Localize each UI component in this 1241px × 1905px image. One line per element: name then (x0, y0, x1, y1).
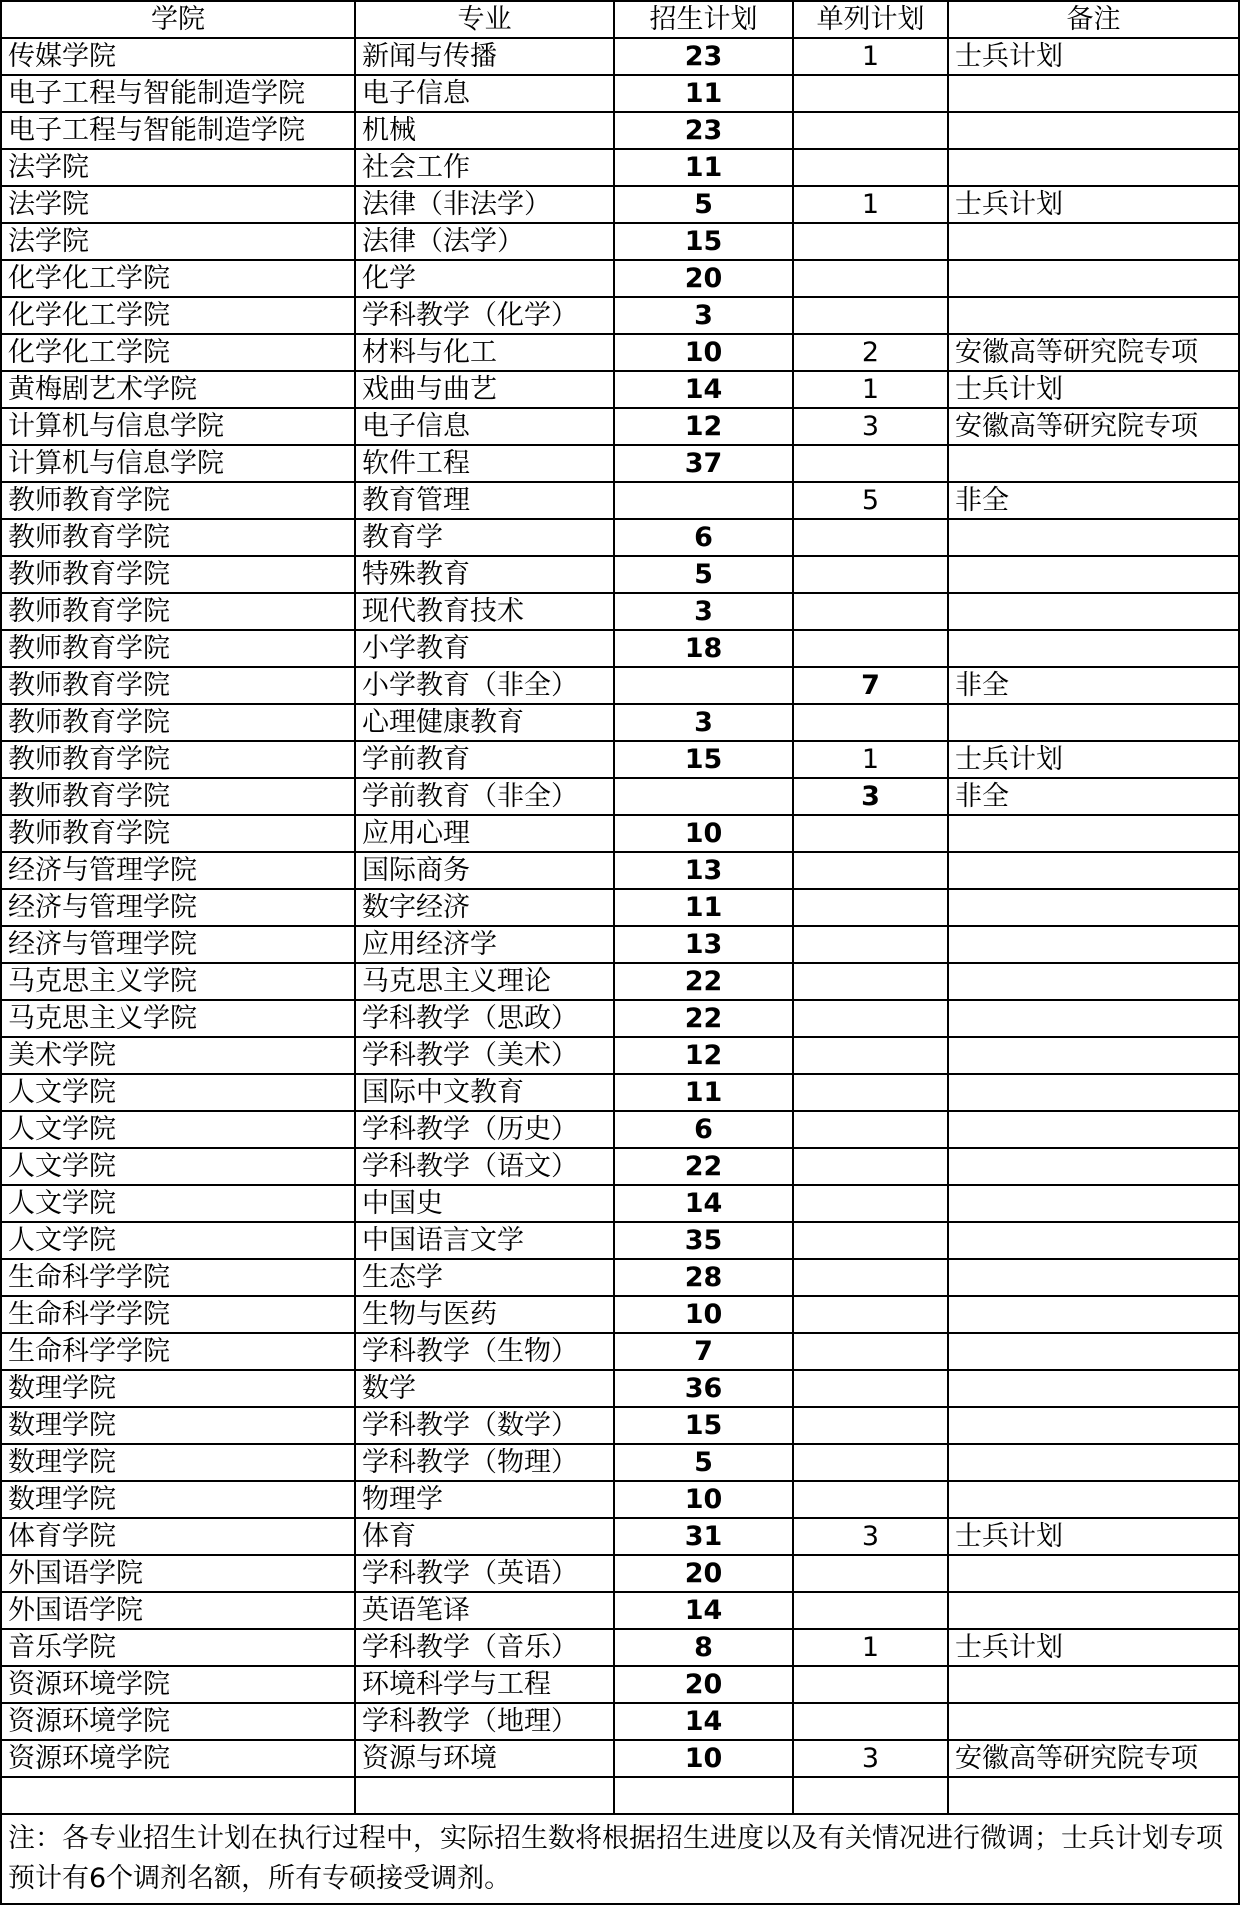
cell-single (793, 297, 948, 334)
footnote-row (1, 1814, 1239, 1904)
cell-major: 材料与化工 (355, 334, 614, 371)
cell-single (793, 260, 948, 297)
table-row (1, 334, 1239, 371)
cell-single (793, 75, 948, 112)
cell-college: 经济与管理学院 (1, 926, 355, 963)
cell-major: 中国史 (355, 1185, 614, 1222)
cell-single: 1 (793, 371, 948, 408)
cell-plan: 11 (614, 149, 793, 186)
cell-plan: 37 (614, 445, 793, 482)
cell-single (793, 889, 948, 926)
cell-single (793, 852, 948, 889)
cell-college: 化学化工学院 (1, 297, 355, 334)
cell-plan: 5 (614, 1444, 793, 1481)
cell-note: 士兵计划 (948, 1518, 1239, 1555)
cell-plan (614, 667, 793, 704)
table-row (1, 1740, 1239, 1777)
cell-single (793, 1148, 948, 1185)
cell-major: 学科教学（历史） (355, 1111, 614, 1148)
cell-plan (614, 778, 793, 815)
cell-college: 教师教育学院 (1, 815, 355, 852)
cell-plan: 6 (614, 519, 793, 556)
cell-college: 生命科学学院 (1, 1333, 355, 1370)
cell-college: 体育学院 (1, 1518, 355, 1555)
cell-plan: 23 (614, 112, 793, 149)
table-row (1, 371, 1239, 408)
cell-plan: 15 (614, 741, 793, 778)
cell-note (948, 889, 1239, 926)
cell-single (793, 593, 948, 630)
empty-cell (355, 1777, 614, 1814)
cell-plan: 20 (614, 1666, 793, 1703)
cell-note (948, 1185, 1239, 1222)
header-row (1, 1, 1239, 38)
cell-note (948, 223, 1239, 260)
table-row (1, 593, 1239, 630)
cell-college: 教师教育学院 (1, 482, 355, 519)
cell-major: 社会工作 (355, 149, 614, 186)
table-row (1, 38, 1239, 75)
cell-single (793, 1296, 948, 1333)
cell-note (948, 963, 1239, 1000)
cell-plan: 10 (614, 1296, 793, 1333)
cell-single (793, 1037, 948, 1074)
cell-note (948, 1148, 1239, 1185)
cell-college: 教师教育学院 (1, 556, 355, 593)
header-major: 专业 (355, 1, 614, 38)
cell-single (793, 704, 948, 741)
cell-plan: 3 (614, 297, 793, 334)
cell-major: 软件工程 (355, 445, 614, 482)
cell-college: 化学化工学院 (1, 260, 355, 297)
cell-plan: 14 (614, 1592, 793, 1629)
cell-note: 安徽高等研究院专项 (948, 1740, 1239, 1777)
footnote: 注：各专业招生计划在执行过程中，实际招生数将根据招生进度以及有关情况进行微调；士兵计划专项预计有6个调剂名额，所有专硕接受调剂。 (1, 1814, 1239, 1904)
cell-plan: 6 (614, 1111, 793, 1148)
cell-note (948, 1444, 1239, 1481)
header-plan: 招生计划 (614, 1, 793, 38)
table-row (1, 556, 1239, 593)
cell-single (793, 1444, 948, 1481)
cell-single: 1 (793, 1629, 948, 1666)
empty-cell (614, 1777, 793, 1814)
cell-plan: 15 (614, 1407, 793, 1444)
cell-plan: 5 (614, 186, 793, 223)
cell-note (948, 1111, 1239, 1148)
cell-college: 外国语学院 (1, 1555, 355, 1592)
cell-college: 法学院 (1, 223, 355, 260)
cell-single (793, 445, 948, 482)
header-note: 备注 (948, 1, 1239, 38)
cell-note (948, 926, 1239, 963)
empty-cell (948, 1777, 1239, 1814)
cell-single (793, 1333, 948, 1370)
cell-note (948, 1000, 1239, 1037)
cell-major: 学科教学（语文） (355, 1148, 614, 1185)
cell-note (948, 1296, 1239, 1333)
cell-single (793, 1000, 948, 1037)
cell-note (948, 852, 1239, 889)
cell-plan: 13 (614, 926, 793, 963)
table-row (1, 1555, 1239, 1592)
cell-major: 化学 (355, 260, 614, 297)
header-single: 单列计划 (793, 1, 948, 38)
cell-single (793, 926, 948, 963)
table-row (1, 260, 1239, 297)
cell-college: 教师教育学院 (1, 704, 355, 741)
table-row (1, 741, 1239, 778)
cell-note (948, 1407, 1239, 1444)
cell-college: 法学院 (1, 149, 355, 186)
cell-major: 国际中文教育 (355, 1074, 614, 1111)
cell-plan: 28 (614, 1259, 793, 1296)
cell-single: 1 (793, 38, 948, 75)
cell-major: 应用心理 (355, 815, 614, 852)
cell-note: 士兵计划 (948, 38, 1239, 75)
cell-college: 教师教育学院 (1, 778, 355, 815)
cell-major: 数学 (355, 1370, 614, 1407)
cell-major: 学科教学（音乐） (355, 1629, 614, 1666)
cell-note (948, 593, 1239, 630)
cell-college: 人文学院 (1, 1222, 355, 1259)
cell-major: 数字经济 (355, 889, 614, 926)
cell-single: 3 (793, 408, 948, 445)
table-row (1, 519, 1239, 556)
table-row (1, 1407, 1239, 1444)
table-row (1, 963, 1239, 1000)
cell-plan: 22 (614, 1148, 793, 1185)
table-row (1, 889, 1239, 926)
cell-major: 学科教学（物理） (355, 1444, 614, 1481)
cell-college: 人文学院 (1, 1185, 355, 1222)
cell-single (793, 1370, 948, 1407)
table-row (1, 1037, 1239, 1074)
table-row (1, 1000, 1239, 1037)
table-row (1, 778, 1239, 815)
cell-college: 教师教育学院 (1, 519, 355, 556)
cell-plan: 22 (614, 963, 793, 1000)
cell-note (948, 1074, 1239, 1111)
cell-major: 心理健康教育 (355, 704, 614, 741)
cell-single (793, 112, 948, 149)
cell-major: 英语笔译 (355, 1592, 614, 1629)
cell-plan: 22 (614, 1000, 793, 1037)
table-row (1, 75, 1239, 112)
cell-major: 现代教育技术 (355, 593, 614, 630)
table-row (1, 1222, 1239, 1259)
cell-plan: 14 (614, 1703, 793, 1740)
table-row (1, 1481, 1239, 1518)
cell-major: 学科教学（美术） (355, 1037, 614, 1074)
cell-single (793, 556, 948, 593)
cell-plan: 10 (614, 1481, 793, 1518)
cell-college: 人文学院 (1, 1111, 355, 1148)
table-row (1, 1370, 1239, 1407)
cell-note (948, 445, 1239, 482)
cell-single (793, 519, 948, 556)
table-row (1, 223, 1239, 260)
cell-major: 应用经济学 (355, 926, 614, 963)
cell-note (948, 1666, 1239, 1703)
cell-note (948, 149, 1239, 186)
cell-major: 特殊教育 (355, 556, 614, 593)
cell-note: 士兵计划 (948, 186, 1239, 223)
cell-plan (614, 482, 793, 519)
cell-single: 2 (793, 334, 948, 371)
cell-plan: 35 (614, 1222, 793, 1259)
cell-major: 学科教学（英语） (355, 1555, 614, 1592)
cell-note: 安徽高等研究院专项 (948, 408, 1239, 445)
cell-plan: 13 (614, 852, 793, 889)
cell-college: 马克思主义学院 (1, 963, 355, 1000)
cell-plan: 20 (614, 1555, 793, 1592)
cell-note (948, 112, 1239, 149)
cell-college: 教师教育学院 (1, 593, 355, 630)
cell-major: 马克思主义理论 (355, 963, 614, 1000)
cell-single (793, 149, 948, 186)
cell-note (948, 704, 1239, 741)
cell-plan: 18 (614, 630, 793, 667)
cell-note: 非全 (948, 482, 1239, 519)
cell-single: 3 (793, 1740, 948, 1777)
cell-note (948, 1555, 1239, 1592)
cell-note: 非全 (948, 667, 1239, 704)
cell-single: 3 (793, 778, 948, 815)
cell-major: 小学教育 (355, 630, 614, 667)
cell-major: 新闻与传播 (355, 38, 614, 75)
table-row (1, 408, 1239, 445)
table-row (1, 815, 1239, 852)
cell-single: 3 (793, 1518, 948, 1555)
empty-cell (793, 1777, 948, 1814)
cell-single (793, 1555, 948, 1592)
table-row (1, 297, 1239, 334)
cell-plan: 8 (614, 1629, 793, 1666)
cell-note (948, 630, 1239, 667)
cell-college: 黄梅剧艺术学院 (1, 371, 355, 408)
cell-single (793, 1259, 948, 1296)
cell-college: 数理学院 (1, 1481, 355, 1518)
table-row (1, 630, 1239, 667)
cell-single (793, 1592, 948, 1629)
cell-plan: 14 (614, 371, 793, 408)
cell-major: 物理学 (355, 1481, 614, 1518)
cell-single (793, 630, 948, 667)
cell-college: 计算机与信息学院 (1, 445, 355, 482)
cell-college: 经济与管理学院 (1, 852, 355, 889)
table-row (1, 445, 1239, 482)
cell-major: 生态学 (355, 1259, 614, 1296)
cell-college: 外国语学院 (1, 1592, 355, 1629)
cell-major: 学科教学（地理） (355, 1703, 614, 1740)
cell-college: 教师教育学院 (1, 741, 355, 778)
cell-major: 学科教学（思政） (355, 1000, 614, 1037)
cell-note: 士兵计划 (948, 371, 1239, 408)
cell-college: 马克思主义学院 (1, 1000, 355, 1037)
cell-major: 电子信息 (355, 75, 614, 112)
cell-college: 化学化工学院 (1, 334, 355, 371)
cell-plan: 23 (614, 38, 793, 75)
cell-plan: 12 (614, 1037, 793, 1074)
cell-single (793, 1481, 948, 1518)
cell-note (948, 297, 1239, 334)
cell-college: 生命科学学院 (1, 1296, 355, 1333)
cell-note (948, 1481, 1239, 1518)
cell-major: 学科教学（数学） (355, 1407, 614, 1444)
cell-note: 士兵计划 (948, 1629, 1239, 1666)
table-row (1, 1592, 1239, 1629)
cell-college: 法学院 (1, 186, 355, 223)
cell-single (793, 1703, 948, 1740)
empty-row (1, 1777, 1239, 1814)
cell-note (948, 75, 1239, 112)
cell-college: 音乐学院 (1, 1629, 355, 1666)
table-row (1, 1444, 1239, 1481)
cell-single: 1 (793, 186, 948, 223)
table-row (1, 852, 1239, 889)
cell-note (948, 519, 1239, 556)
cell-college: 资源环境学院 (1, 1703, 355, 1740)
cell-single: 1 (793, 741, 948, 778)
cell-plan: 10 (614, 815, 793, 852)
cell-note (948, 1333, 1239, 1370)
table-row (1, 926, 1239, 963)
cell-plan: 10 (614, 1740, 793, 1777)
cell-plan: 36 (614, 1370, 793, 1407)
cell-major: 学前教育（非全） (355, 778, 614, 815)
cell-major: 学科教学（生物） (355, 1333, 614, 1370)
cell-major: 体育 (355, 1518, 614, 1555)
cell-major: 环境科学与工程 (355, 1666, 614, 1703)
cell-single (793, 223, 948, 260)
cell-major: 国际商务 (355, 852, 614, 889)
empty-cell (1, 1777, 355, 1814)
cell-note (948, 1592, 1239, 1629)
table-row (1, 1259, 1239, 1296)
cell-major: 法律（法学） (355, 223, 614, 260)
cell-single (793, 1666, 948, 1703)
cell-plan: 31 (614, 1518, 793, 1555)
cell-plan: 14 (614, 1185, 793, 1222)
cell-college: 数理学院 (1, 1444, 355, 1481)
cell-note: 非全 (948, 778, 1239, 815)
cell-single (793, 963, 948, 1000)
cell-major: 资源与环境 (355, 1740, 614, 1777)
cell-college: 数理学院 (1, 1370, 355, 1407)
cell-note (948, 815, 1239, 852)
cell-note (948, 1370, 1239, 1407)
table-row (1, 1629, 1239, 1666)
cell-college: 经济与管理学院 (1, 889, 355, 926)
cell-single: 5 (793, 482, 948, 519)
cell-plan: 5 (614, 556, 793, 593)
cell-college: 电子工程与智能制造学院 (1, 75, 355, 112)
cell-college: 生命科学学院 (1, 1259, 355, 1296)
cell-plan: 15 (614, 223, 793, 260)
table-row (1, 1518, 1239, 1555)
cell-college: 资源环境学院 (1, 1740, 355, 1777)
table-row (1, 1111, 1239, 1148)
cell-single (793, 815, 948, 852)
cell-plan: 3 (614, 704, 793, 741)
cell-note: 士兵计划 (948, 741, 1239, 778)
table-row (1, 1074, 1239, 1111)
cell-single (793, 1074, 948, 1111)
cell-note (948, 1222, 1239, 1259)
table-row (1, 1185, 1239, 1222)
table-row (1, 1296, 1239, 1333)
cell-single (793, 1111, 948, 1148)
cell-note: 安徽高等研究院专项 (948, 334, 1239, 371)
cell-major: 电子信息 (355, 408, 614, 445)
table-row (1, 1333, 1239, 1370)
cell-single (793, 1222, 948, 1259)
cell-major: 教育管理 (355, 482, 614, 519)
cell-college: 美术学院 (1, 1037, 355, 1074)
cell-major: 学前教育 (355, 741, 614, 778)
cell-plan: 3 (614, 593, 793, 630)
cell-college: 电子工程与智能制造学院 (1, 112, 355, 149)
table-row (1, 667, 1239, 704)
table-body (1, 38, 1239, 1777)
table-row (1, 149, 1239, 186)
cell-college: 计算机与信息学院 (1, 408, 355, 445)
table-row (1, 1666, 1239, 1703)
cell-single (793, 1407, 948, 1444)
cell-major: 生物与医药 (355, 1296, 614, 1333)
cell-plan: 20 (614, 260, 793, 297)
cell-major: 学科教学（化学） (355, 297, 614, 334)
cell-college: 人文学院 (1, 1074, 355, 1111)
cell-note (948, 1037, 1239, 1074)
cell-plan: 7 (614, 1333, 793, 1370)
cell-major: 法律（非法学） (355, 186, 614, 223)
table-row (1, 186, 1239, 223)
header-college: 学院 (1, 1, 355, 38)
cell-plan: 11 (614, 1074, 793, 1111)
cell-plan: 12 (614, 408, 793, 445)
cell-note (948, 556, 1239, 593)
cell-note (948, 1703, 1239, 1740)
cell-college: 数理学院 (1, 1407, 355, 1444)
table-row (1, 1148, 1239, 1185)
cell-single: 7 (793, 667, 948, 704)
cell-plan: 10 (614, 334, 793, 371)
cell-major: 教育学 (355, 519, 614, 556)
cell-major: 戏曲与曲艺 (355, 371, 614, 408)
cell-college: 教师教育学院 (1, 630, 355, 667)
cell-single (793, 1185, 948, 1222)
cell-note (948, 1259, 1239, 1296)
table-row (1, 112, 1239, 149)
cell-college: 教师教育学院 (1, 667, 355, 704)
table-row (1, 704, 1239, 741)
cell-college: 传媒学院 (1, 38, 355, 75)
cell-college: 人文学院 (1, 1148, 355, 1185)
table-row (1, 482, 1239, 519)
cell-major: 中国语言文学 (355, 1222, 614, 1259)
cell-college: 资源环境学院 (1, 1666, 355, 1703)
cell-plan: 11 (614, 75, 793, 112)
cell-note (948, 260, 1239, 297)
table-row (1, 1703, 1239, 1740)
cell-major: 机械 (355, 112, 614, 149)
cell-plan: 11 (614, 889, 793, 926)
cell-major: 小学教育（非全） (355, 667, 614, 704)
